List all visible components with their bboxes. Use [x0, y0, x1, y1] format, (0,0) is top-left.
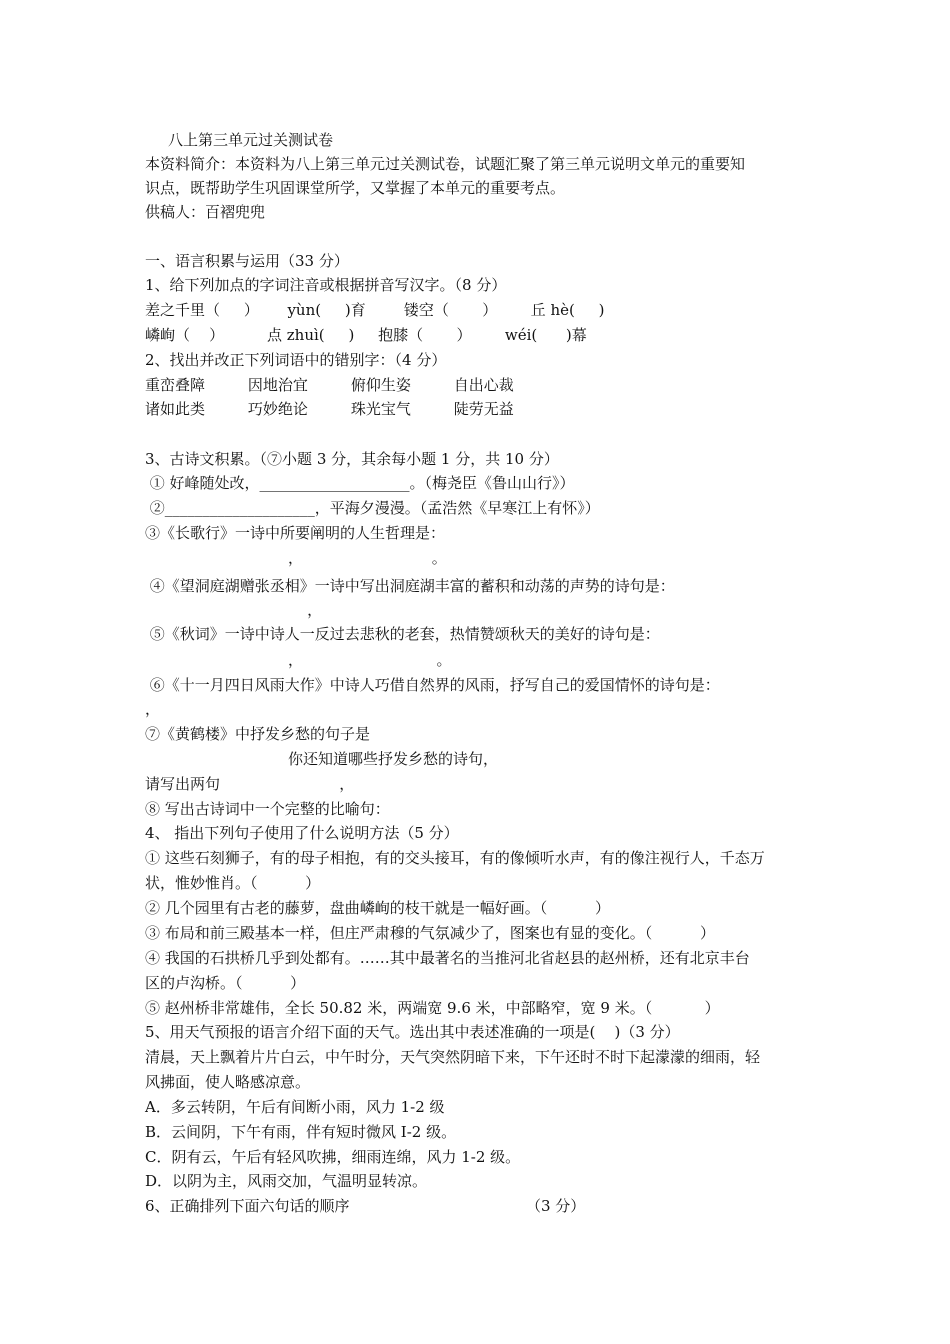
option-c: C．阴有云，午后有轻风吹拂，细雨连绵，风力 1-2 级。	[145, 1148, 521, 1166]
question-5: 5、用天气预报的语言介绍下面的天气。选出其中表述准确的一项是( )（3 分）	[145, 1023, 680, 1041]
question-line: ④ 我国的石拱桥几乎到处都有。……其中最著名的当推河北省赵县的赵州桥，还有北京丰台	[145, 949, 750, 967]
question-line: ，	[145, 700, 161, 718]
question-line: 清晨，天上飘着片片白云，中午时分，天气突然阴暗下来，下午还时不时下起濛濛的细雨，轻	[145, 1048, 761, 1066]
question-line: ， 。	[145, 549, 447, 567]
question-line: 差之千里（ ） yùn( )育 镂空（ ） 丘 hè( )	[145, 301, 605, 319]
section-heading: 一、语言积累与运用（33 分）	[145, 252, 349, 270]
question-line: ④《望洞庭湖赠张丞相》一诗中写出洞庭湖丰富的蓄积和动荡的声势的诗句是：	[145, 577, 675, 595]
option-b: B．云间阴，下午有雨，伴有短时微风 I-2 级。	[145, 1123, 457, 1141]
question-line: ，	[145, 601, 323, 619]
option-a: A．多云转阴，午后有间断小雨，风力 1-2 级	[145, 1098, 445, 1116]
question-1: 1、给下列加点的字词注音或根据拼音写汉字。（8 分）	[145, 276, 507, 294]
question-line: ③《长歌行》一诗中所要阐明的人生哲理是：	[145, 524, 446, 542]
question-line: 状，惟妙惟肖。（ ）	[145, 874, 321, 892]
question-line: ② 几个园里有古老的藤萝，盘曲嶙峋的枝干就是一幅好画。（ ）	[145, 899, 610, 917]
question-line: ⑦《黄鹤楼》中抒发乡愁的句子是	[145, 725, 371, 743]
question-line: ⑤《秋词》一诗中诗人一反过去悲秋的老套，热情赞颂秋天的美好的诗句是：	[145, 625, 660, 643]
question-3: 3、古诗文积累。（⑦小题 3 分，其余每小题 1 分，共 10 分）	[145, 450, 559, 468]
option-d: D．以阴为主，风雨交加，气温明显转凉。	[145, 1172, 428, 1190]
question-line: 嶙峋（ ） 点 zhuì( ) 抱膝（ ） wéi( )幕	[145, 326, 587, 344]
question-line: ③ 布局和前三殿基本一样，但庄严肃穆的气氛减少了，图案也有显的变化。（ ）	[145, 924, 715, 942]
question-2: 2、找出并改正下列词语中的错别字：（4 分）	[145, 351, 447, 369]
question-line: 风拂面，使人略感凉意。	[145, 1073, 311, 1091]
question-6: 6、正确排列下面六句话的顺序 （3 分）	[145, 1197, 586, 1215]
question-line: ⑤ 赵州桥非常雄伟，全长 50.82 米，两端宽 9.6 米，中部略窄，宽 9 米。（ ）	[145, 999, 720, 1017]
question-line: 请写出两句 ，	[145, 775, 355, 793]
question-line: 区的卢沟桥。（ ）	[145, 974, 306, 992]
question-line: 重峦叠障 因地治宜 俯仰生姿 自出心裁	[145, 376, 514, 394]
question-line: ②____________________，平海夕漫漫。（孟浩然《早寒江上有怀》）	[145, 499, 600, 517]
question-line: ， 。	[145, 651, 452, 669]
contributor: 供稿人：百褶兜兜	[145, 203, 266, 221]
question-line: 你还知道哪些抒发乡愁的诗句，	[145, 750, 499, 768]
document-title: 八上第三单元过关测试卷	[168, 131, 334, 149]
question-line: ① 这些石刻狮子，有的母子相抱，有的交头接耳，有的像倾听水声，有的像注视行人，千态万	[145, 849, 765, 867]
question-line: ⑥《十一月四日风雨大作》中诗人巧借自然界的风雨，抒写自己的爱国情怀的诗句是：	[145, 676, 720, 694]
question-4: 4、 指出下列句子使用了什么说明方法（5 分）	[145, 824, 459, 842]
question-line: 诸如此类 巧妙绝论 珠光宝气 陡劳无益	[145, 400, 514, 418]
intro-line: 本资料简介：本资料为八上第三单元过关测试卷，试题汇聚了第三单元说明文单元的重要知	[145, 155, 746, 173]
question-line: ① 好峰随处改，____________________。（梅尧臣《鲁山山行》）	[145, 474, 575, 492]
intro-line: 识点，既帮助学生巩固课堂所学，又掌握了本单元的重要考点。	[145, 179, 566, 197]
question-line: ⑧ 写出古诗词中一个完整的比喻句：	[145, 800, 390, 818]
